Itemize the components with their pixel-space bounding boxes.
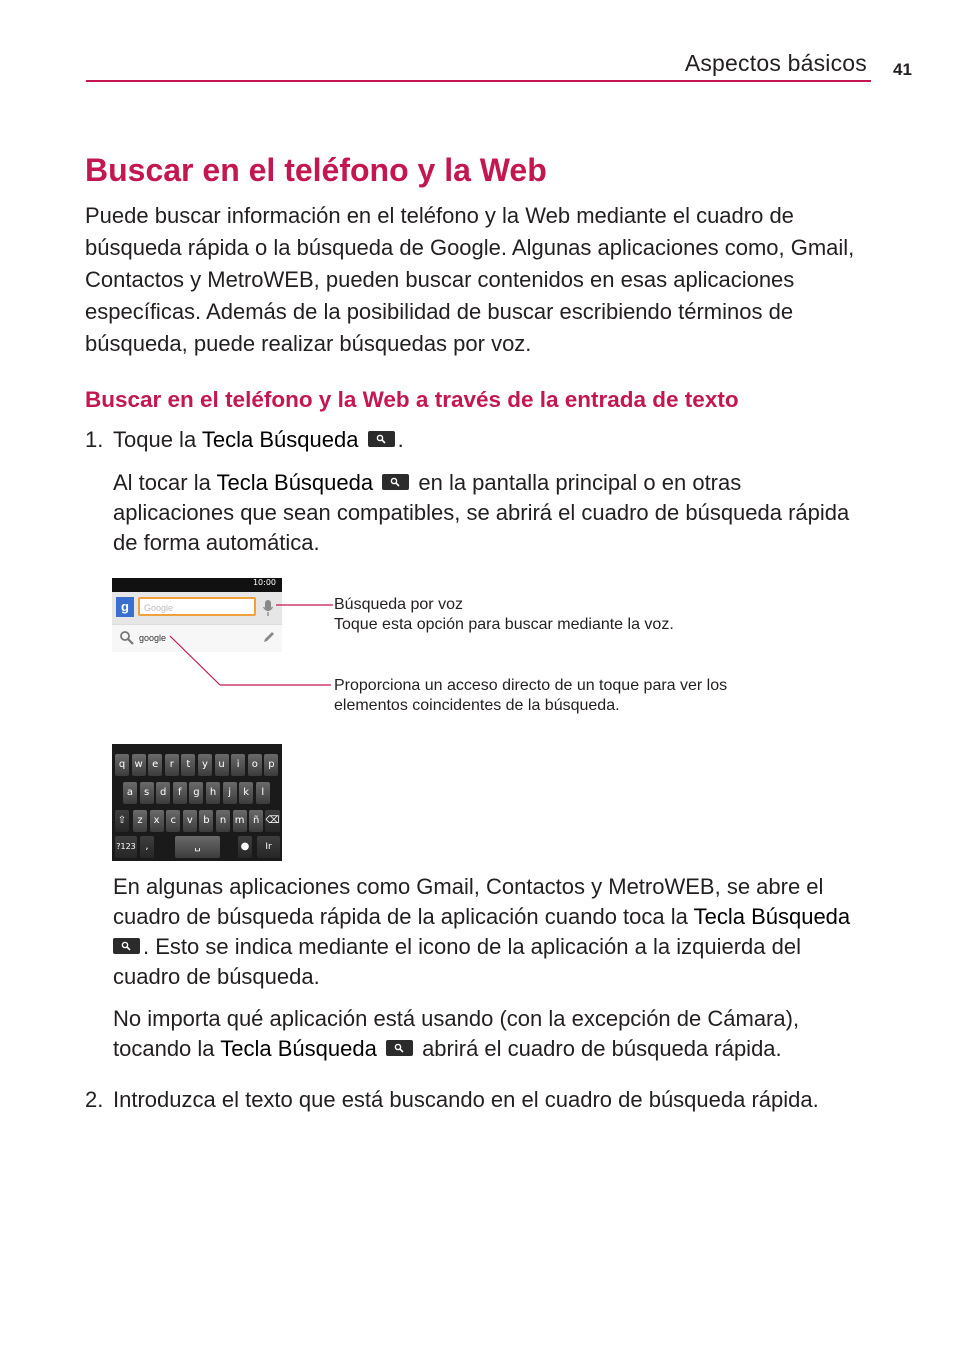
key-o[interactable]: o xyxy=(248,754,262,776)
step-2-number: 2. xyxy=(85,1087,104,1112)
key-d[interactable]: d xyxy=(156,782,170,804)
go-key[interactable]: Ir xyxy=(257,836,280,858)
para-c-key-label: Tecla Búsqueda xyxy=(220,1036,377,1061)
search-key-icon xyxy=(113,938,140,954)
step-1-number: 1. xyxy=(85,427,104,452)
callout-shortcut xyxy=(334,676,727,716)
search-key-icon xyxy=(386,1040,413,1056)
key-q[interactable]: q xyxy=(115,754,129,776)
key-z[interactable]: z xyxy=(133,810,147,832)
delete-key[interactable]: ⌫ xyxy=(265,810,280,832)
para-c-line2-pre: tocando la xyxy=(113,1036,215,1061)
para-a-rest: aplicaciones que sean compatibles, se abrirá el cuadro de búsqueda rápida de forma automática. xyxy=(113,500,850,555)
key-e[interactable]: e xyxy=(148,754,162,776)
suggestion-text: google xyxy=(139,633,167,643)
page-number: 41 xyxy=(893,60,912,79)
key-u[interactable]: u xyxy=(215,754,229,776)
google-logo-icon: g xyxy=(116,597,134,617)
running-header: Aspectos básicos xyxy=(684,50,867,76)
key-ñ[interactable]: ñ xyxy=(249,810,263,832)
key-p[interactable]: p xyxy=(264,754,278,776)
key-a[interactable]: a xyxy=(123,782,137,804)
paragraph-b xyxy=(113,872,883,992)
keyboard-screenshot xyxy=(112,744,282,861)
key-v[interactable]: v xyxy=(183,810,197,832)
key-m[interactable]: m xyxy=(233,810,247,832)
key-i[interactable]: i xyxy=(231,754,245,776)
key-x[interactable]: x xyxy=(150,810,164,832)
para-a-pre: Al tocar la xyxy=(113,470,211,495)
para-b-line1: En algunas aplicaciones como Gmail, Contactos y MetroWEB, se abre el xyxy=(113,874,824,899)
para-a-post: en la pantalla principal o en otras xyxy=(418,470,742,495)
settings-key[interactable]: , xyxy=(140,836,154,858)
key-t[interactable]: t xyxy=(181,754,195,776)
page-title: Buscar en el teléfono y la Web xyxy=(85,152,547,188)
key-f[interactable]: f xyxy=(173,782,187,804)
mic-key[interactable]: ● xyxy=(238,836,252,858)
key-j[interactable]: j xyxy=(223,782,237,804)
key-k[interactable]: k xyxy=(239,782,253,804)
key-s[interactable]: s xyxy=(140,782,154,804)
key-w[interactable]: w xyxy=(132,754,146,776)
intro-paragraph: Puede buscar información en el teléfono y la Web mediante el cuadro de búsqueda rápida o la búsqueda de Google. Algunas aplicaciones como, Gmail, Contactos y MetroWEB, pueden buscar contenidos en esas aplicaciones específicas. Además de la posibilidad de buscar escribiendo términos de búsqueda, puede realizar búsquedas por voz. xyxy=(85,203,855,356)
key-r[interactable]: r xyxy=(165,754,179,776)
callout-voice-desc: Toque esta opción para buscar mediante la voz. xyxy=(334,616,674,633)
step-1-key-label: Tecla Búsqueda xyxy=(201,427,359,452)
para-c-line2-post: abrirá el cuadro de búsqueda rápida. xyxy=(422,1036,782,1061)
key-123[interactable]: ?123 xyxy=(115,836,137,858)
status-time: 10:00 xyxy=(252,578,276,587)
step-2-text: Introduzca el texto que está buscando en el cuadro de búsqueda rápida. xyxy=(113,1087,819,1112)
step-1-pre: Toque la xyxy=(113,427,197,452)
callout-shortcut-desc-1: Proporciona un acceso directo de un toque para ver los xyxy=(334,677,728,694)
key-c[interactable]: c xyxy=(166,810,180,832)
shift-key[interactable]: ⇧ xyxy=(115,810,129,832)
key-y[interactable]: y xyxy=(198,754,212,776)
para-b-line4: cuadro de búsqueda. xyxy=(113,964,320,989)
space-key[interactable]: ␣ xyxy=(175,836,220,858)
para-a-key-label: Tecla Búsqueda xyxy=(216,470,374,495)
callout-voice xyxy=(334,595,674,635)
search-input[interactable]: Google xyxy=(138,597,256,616)
callout-shortcut-desc-2: elementos coincidentes de la búsqueda. xyxy=(334,697,620,714)
paragraph-c xyxy=(113,1004,883,1064)
key-b[interactable]: b xyxy=(199,810,213,832)
para-c-line1: No importa qué aplicación está usando (con la excepción de Cámara), xyxy=(113,1006,800,1031)
para-b-line3: . Esto se indica mediante el icono de la aplicación a la izquierda del xyxy=(143,934,801,959)
para-b-line2: cuadro de búsqueda rápida de la aplicación cuando toca la xyxy=(113,904,688,929)
key-h[interactable]: h xyxy=(206,782,220,804)
key-l[interactable]: l xyxy=(256,782,270,804)
key-n[interactable]: n xyxy=(216,810,230,832)
section-subtitle: Buscar en el teléfono y la Web a través de la entrada de texto xyxy=(85,387,739,412)
para-b-key-label: Tecla Búsqueda xyxy=(693,904,851,929)
callout-voice-title: Búsqueda por voz xyxy=(334,596,463,613)
step-1-post: . xyxy=(397,427,404,452)
key-g[interactable]: g xyxy=(189,782,203,804)
